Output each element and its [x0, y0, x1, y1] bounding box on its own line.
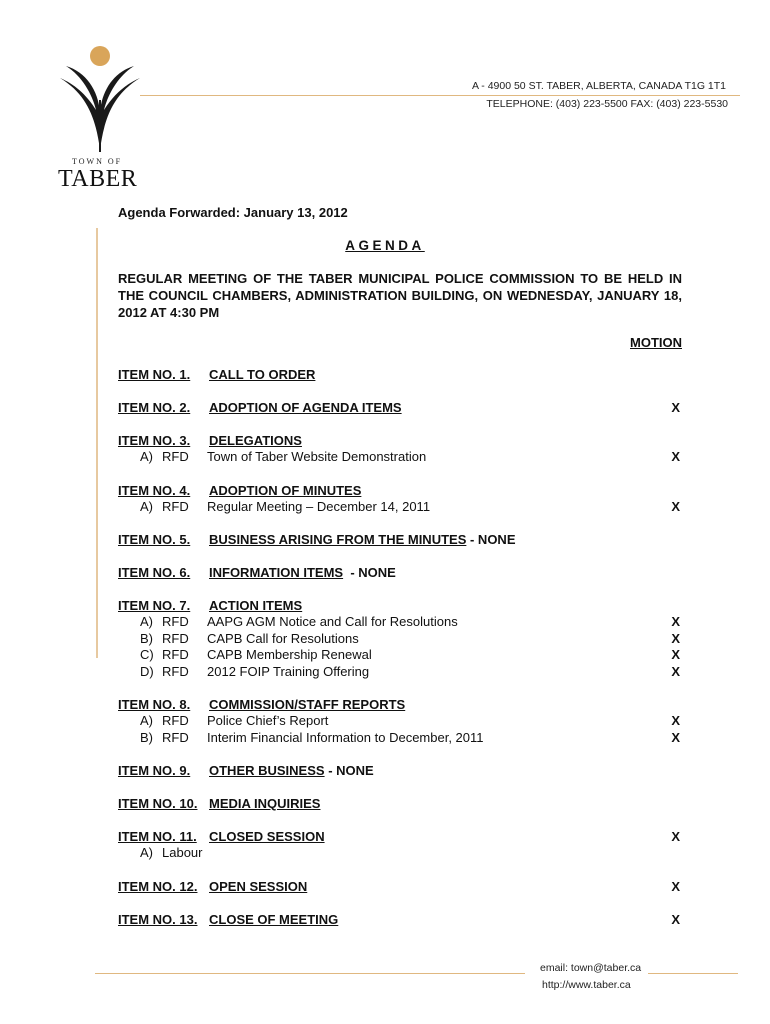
item-number: ITEM NO. 2.	[118, 400, 191, 415]
motion-mark: X	[671, 911, 680, 927]
item-number: ITEM NO. 10.	[118, 796, 198, 811]
sub-item-description: Interim Financial Information to December, 2011	[207, 729, 484, 745]
item-title: CALL TO ORDER	[209, 367, 316, 382]
agenda-item	[118, 878, 686, 895]
agenda-sub-item	[118, 449, 686, 466]
item-title: DELEGATIONS	[209, 433, 302, 448]
item-title: OPEN SESSION	[209, 878, 308, 894]
agenda-sub-item	[118, 730, 686, 747]
item-number: ITEM NO. 3.	[118, 433, 191, 448]
item-number: ITEM NO. 1.	[118, 367, 191, 382]
sub-item-description: CAPB Call for Resolutions	[207, 630, 359, 646]
sub-item-letter: B)	[140, 729, 153, 745]
item-title: COMMISSION/STAFF REPORTS	[209, 697, 406, 712]
agenda-item	[118, 564, 686, 581]
sub-item-letter: A)	[140, 845, 153, 860]
sub-item-description: Police Chief’s Report	[207, 713, 329, 728]
agenda-items	[118, 366, 686, 944]
footer-website: http://www.taber.ca	[542, 979, 631, 991]
item-suffix: - NONE	[324, 763, 374, 778]
agenda-sub-item	[118, 499, 686, 516]
footer-divider-left	[95, 973, 525, 974]
telephone-fax: TELEPHONE: (403) 223-5500 FAX: (403) 223-5530	[486, 98, 728, 110]
agenda-item-heading	[118, 762, 686, 779]
item-title: ADOPTION OF MINUTES	[209, 482, 362, 498]
item-title: ACTION ITEMS	[209, 598, 303, 613]
sub-item-description: CAPB Membership Renewal	[207, 647, 372, 662]
item-title: INFORMATION ITEMS	[209, 565, 344, 580]
motion-mark: X	[671, 713, 680, 728]
motion-mark: X	[671, 400, 680, 415]
sub-item-description: Regular Meeting – December 14, 2011	[207, 498, 431, 514]
sub-item-type: RFD	[162, 713, 189, 728]
agenda-sub-item	[118, 845, 686, 862]
sub-item-letter: A)	[140, 713, 153, 728]
sub-item-letter: B)	[140, 630, 153, 646]
sub-item-type: RFD	[162, 663, 189, 679]
item-suffix: - NONE	[343, 565, 396, 580]
address: A - 4900 50 ST. TABER, ALBERTA, CANADA T1G 1T1	[471, 80, 726, 92]
item-suffix: - NONE	[466, 532, 516, 547]
motion-mark: X	[671, 449, 680, 464]
motion-mark: X	[671, 829, 680, 844]
agenda-item-heading	[118, 432, 686, 449]
item-number: ITEM NO. 12.	[118, 878, 198, 894]
agenda-item-heading	[118, 399, 686, 416]
agenda-item	[118, 531, 686, 548]
agenda-sub-item	[118, 614, 686, 631]
motion-column-header: MOTION	[630, 335, 682, 350]
agenda-item	[118, 482, 686, 516]
item-title: OTHER BUSINESS	[209, 763, 325, 778]
sub-item-type: RFD	[162, 630, 189, 646]
header-divider	[140, 95, 740, 96]
agenda-sub-item	[118, 664, 686, 681]
agenda-item-heading	[118, 878, 686, 895]
agenda-item-heading	[118, 366, 686, 383]
footer-email: email: town@taber.ca	[540, 962, 642, 974]
town-name: TABER	[58, 166, 138, 192]
sub-item-letter: A)	[140, 498, 153, 514]
agenda-sub-item	[118, 631, 686, 648]
agenda-sub-item	[118, 713, 686, 730]
item-number: ITEM NO. 7.	[118, 598, 191, 613]
item-number: ITEM NO. 8.	[118, 697, 191, 712]
sub-item-description: AAPG AGM Notice and Call for Resolutions	[207, 614, 458, 629]
sub-item-type: RFD	[162, 729, 189, 745]
motion-mark: X	[671, 498, 680, 514]
agenda-item-heading	[118, 696, 686, 713]
agenda-item	[118, 366, 686, 383]
agenda-item-heading	[118, 795, 686, 812]
taber-leaves-logo-icon	[52, 40, 152, 160]
agenda-item-heading	[118, 828, 686, 845]
item-number: ITEM NO. 13.	[118, 911, 198, 927]
sub-item-type: RFD	[162, 647, 189, 662]
agenda-item-heading	[118, 482, 686, 499]
meeting-description: REGULAR MEETING OF THE TABER MUNICIPAL POLICE COMMISSION TO BE HELD IN THE COUNCIL CHAMBERS, ADMINISTRATION BUILDING, ON WEDNESDAY, JANUARY 18, 2012 AT 4:30 PM	[118, 271, 682, 320]
item-title: CLOSE OF MEETING	[209, 911, 339, 927]
item-number: ITEM NO. 11.	[118, 829, 197, 844]
item-title: MEDIA INQUIRIES	[209, 796, 321, 811]
logo-left-leaf-icon	[60, 66, 100, 150]
motion-mark: X	[671, 647, 680, 662]
sub-item-letter: A)	[140, 614, 153, 629]
motion-mark: X	[671, 663, 680, 679]
agenda-item-heading	[118, 564, 686, 581]
agenda-item-heading	[118, 597, 686, 614]
sub-item-type: RFD	[162, 449, 189, 464]
agenda-item	[118, 696, 686, 746]
sub-item-letter: A)	[140, 449, 153, 464]
agenda-item-heading	[118, 531, 686, 548]
item-title: ADOPTION OF AGENDA ITEMS	[209, 400, 402, 415]
sub-item-description: 2012 FOIP Training Offering	[207, 663, 370, 679]
agenda-title: AGENDA	[345, 238, 425, 253]
motion-mark: X	[671, 630, 680, 646]
agenda-item	[118, 597, 686, 680]
item-title: CLOSED SESSION	[209, 829, 325, 844]
logo-stem-icon	[99, 100, 101, 152]
item-number: ITEM NO. 9.	[118, 763, 191, 778]
agenda-item	[118, 795, 686, 812]
agenda-item	[118, 762, 686, 779]
sub-item-letter: D)	[140, 663, 154, 679]
agenda-item	[118, 432, 686, 466]
logo-sun-icon	[90, 46, 110, 66]
sub-item-description: Town of Taber Website Demonstration	[207, 449, 427, 464]
agenda-item	[118, 911, 686, 928]
agenda-item	[118, 828, 686, 862]
sub-item-type: RFD	[162, 498, 189, 514]
agenda-item	[118, 399, 686, 416]
motion-mark: X	[671, 878, 680, 894]
item-number: ITEM NO. 4.	[118, 482, 191, 498]
motion-mark: X	[671, 614, 680, 629]
item-number: ITEM NO. 6.	[118, 565, 191, 580]
motion-mark: X	[671, 729, 680, 745]
agenda-forwarded-date: Agenda Forwarded: January 13, 2012	[118, 205, 348, 220]
sub-item-type: RFD	[162, 614, 189, 629]
item-number: ITEM NO. 5.	[118, 532, 191, 547]
sub-item-letter: C)	[140, 647, 154, 662]
agenda-item-heading	[118, 911, 686, 928]
agenda-sub-item	[118, 647, 686, 664]
town-of-label: TOWN OF	[72, 157, 123, 166]
margin-rule	[96, 228, 98, 658]
sub-item-description: Labour	[162, 845, 203, 860]
logo-right-leaf-icon	[100, 66, 140, 150]
item-title: BUSINESS ARISING FROM THE MINUTES	[209, 532, 467, 547]
footer-divider-right	[648, 973, 738, 974]
